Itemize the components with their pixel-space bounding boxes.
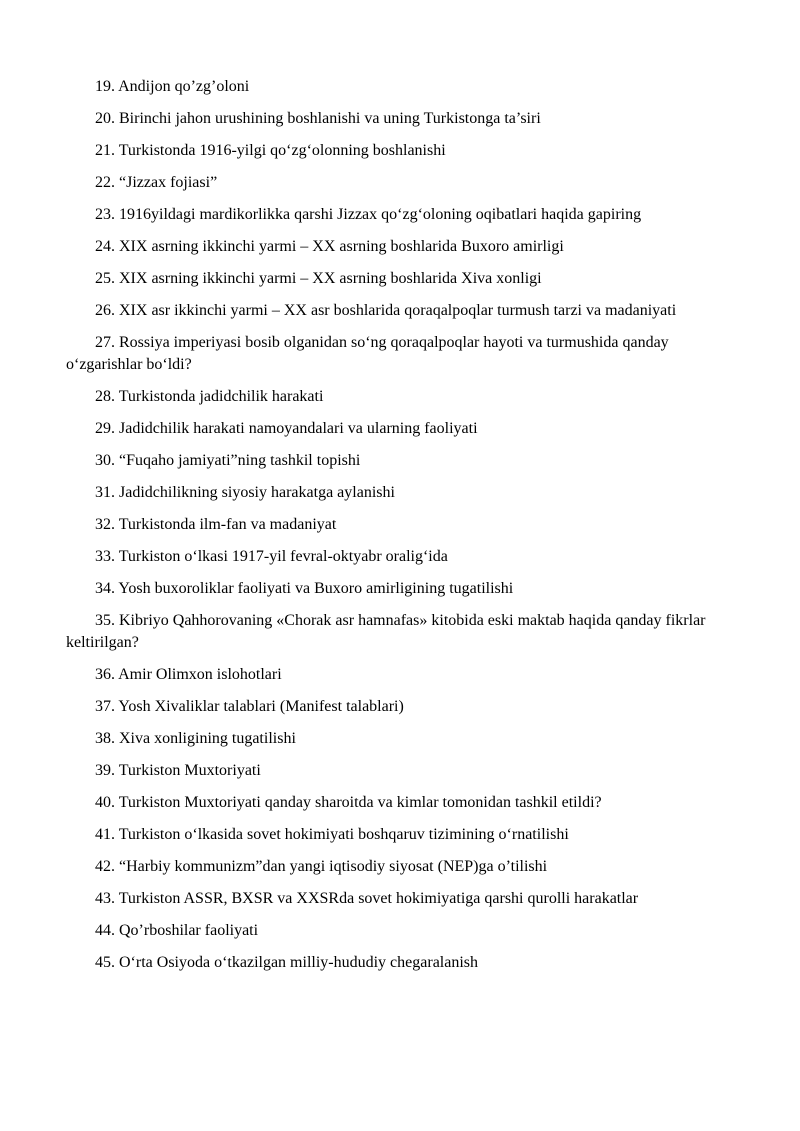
list-item: 20. Birinchi jahon urushining boshlanishi va uning Turkistonga ta’siri <box>95 110 541 127</box>
list-item: 36. Amir Olimxon islohotlari <box>95 666 282 683</box>
list-item: 30. “Fuqaho jamiyati”ning tashkil topishi <box>95 452 361 469</box>
list-item: 37. Yosh Xivaliklar talablari (Manifest talablari) <box>95 698 404 715</box>
list-item: 32. Turkistonda ilm-fan va madaniyat <box>95 516 337 533</box>
list-item: 27. Rossiya imperiyasi bosib olganidan so‘ng qoraqalpoqlar hayoti va turmushida qanday o‘zgarishlar bo‘ldi? <box>66 334 669 373</box>
list-item: 19. Andijon qo’zg’oloni <box>95 78 250 95</box>
list-item: 43. Turkiston ASSR, BXSR va XXSRda sovet hokimiyatiga qarshi qurolli harakatlar <box>95 890 639 907</box>
list-item: 33. Turkiston o‘lkasi 1917-yil fevral-oktyabr oralig‘ida <box>95 548 448 565</box>
list-item: 24. XIX asrning ikkinchi yarmi – XX asrning boshlarida Buxoro amirligi <box>95 238 564 255</box>
list-item: 35. Kibriyo Qahhorovaning «Chorak asr hamnafas» kitobida eski maktab haqida qanday fikrlar keltirilgan? <box>66 612 706 651</box>
list-item: 29. Jadidchilik harakati namoyandalari va ularning faoliyati <box>95 420 478 437</box>
list-item: 45. O‘rta Osiyoda o‘tkazilgan milliy-hududiy chegaralanish <box>95 954 479 971</box>
list-item: 42. “Harbiy kommunizm”dan yangi iqtisodiy siyosat (NEP)ga o’tilishi <box>95 858 548 875</box>
list-item: 28. Turkistonda jadidchilik harakati <box>95 388 324 405</box>
list-item: 23. 1916yildagi mardikorlikka qarshi Jizzax qo‘zg‘oloning oqibatlari haqida gapiring <box>95 206 642 223</box>
list-item: 41. Turkiston o‘lkasida sovet hokimiyati boshqaruv tizimining o‘rnatilishi <box>95 826 569 843</box>
list-item: 34. Yosh buxoroliklar faoliyati va Buxoro amirligining tugatilishi <box>95 580 514 597</box>
list-item: 25. XIX asrning ikkinchi yarmi – XX asrning boshlarida Xiva xonligi <box>95 270 542 287</box>
list-item: 22. “Jizzax fojiasi” <box>95 174 218 191</box>
list-item: 44. Qo’rboshilar faoliyati <box>95 922 259 939</box>
list-item: 31. Jadidchilikning siyosiy harakatga aylanishi <box>95 484 395 501</box>
list-item: 26. XIX asr ikkinchi yarmi – XX asr boshlarida qoraqalpoqlar turmush tarzi va madaniyati <box>95 302 677 319</box>
list-item: 40. Turkiston Muxtoriyati qanday sharoitda va kimlar tomonidan tashkil etildi? <box>95 794 602 811</box>
list-item: 39. Turkiston Muxtoriyati <box>95 762 261 779</box>
list-item: 38. Xiva xonligining tugatilishi <box>95 730 296 747</box>
list-item: 21. Turkistonda 1916-yilgi qo‘zg‘olonning boshlanishi <box>95 142 446 159</box>
question-list <box>66 76 742 984</box>
